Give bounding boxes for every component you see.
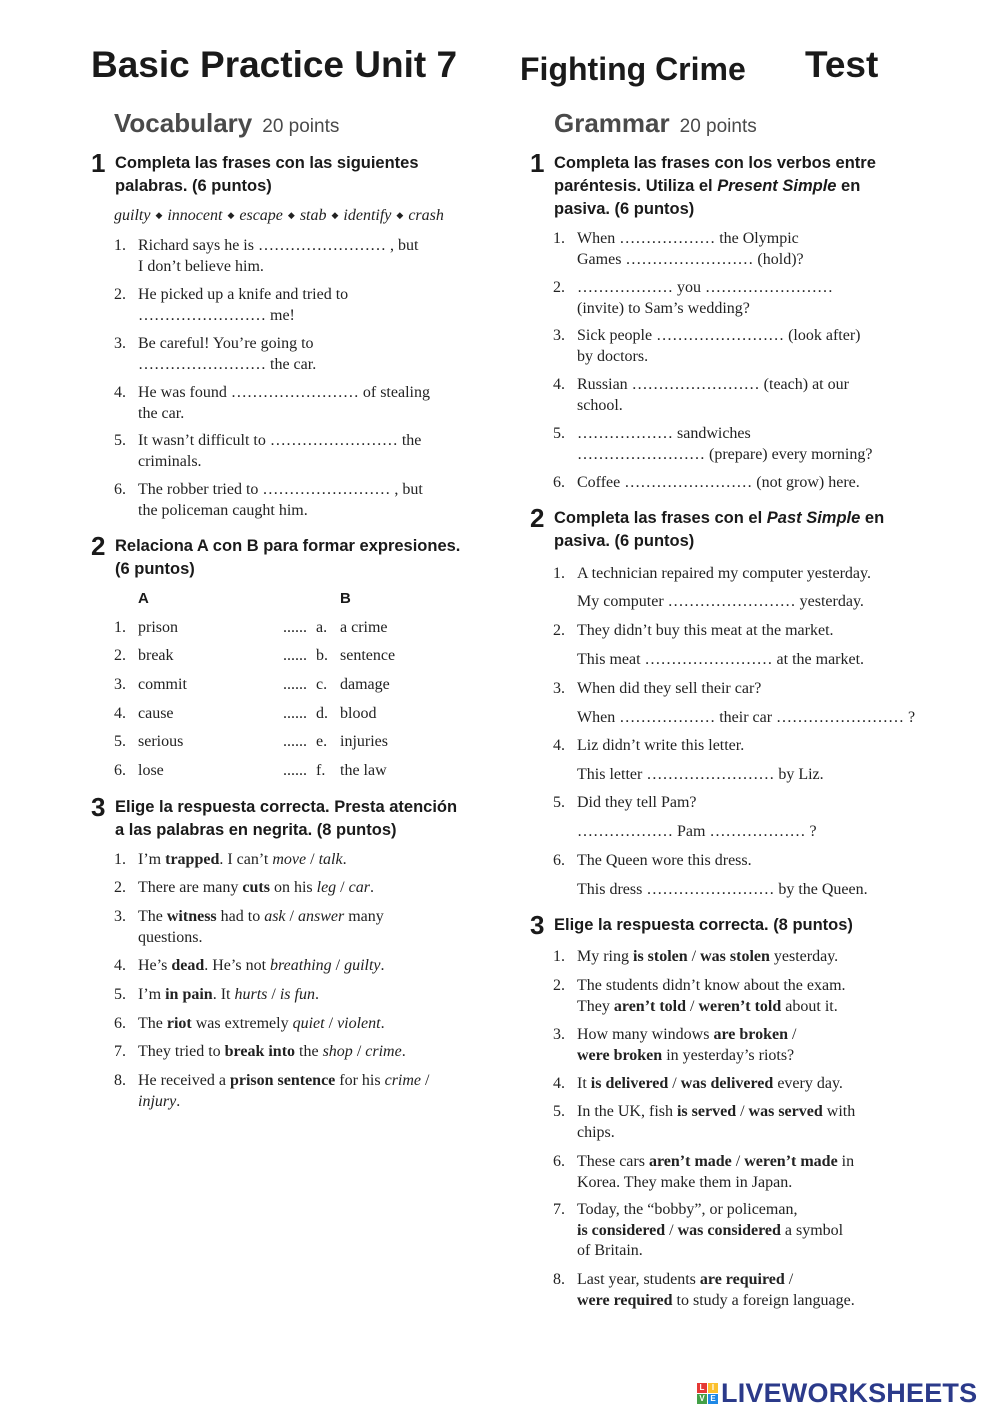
choice-sentence[interactable]: It is delivered / was delivered every day. bbox=[577, 1075, 843, 1092]
section-points: 20 points bbox=[262, 116, 340, 137]
answer-blank[interactable]: ...... bbox=[283, 705, 307, 722]
word-bank-item: guilty bbox=[114, 207, 151, 224]
logo-mark-icon: L I V E bbox=[697, 1383, 718, 1404]
answer-blank[interactable]: ...... bbox=[283, 676, 307, 693]
answer-blank[interactable]: ...... bbox=[283, 762, 307, 779]
exercise-instruction: Completa las frases con el Past Simple en pasiva. (6 puntos) bbox=[554, 509, 885, 550]
exercise-number: 2 bbox=[530, 503, 545, 533]
choice-sentence[interactable]: The witness had to ask / answer many bbox=[138, 908, 384, 925]
diamond-bullet-icon: ◆ bbox=[287, 210, 295, 220]
choice-sentence[interactable]: I’m trapped. I can’t move / talk. bbox=[138, 851, 347, 868]
choice-sentence[interactable]: How many windows are broken / bbox=[577, 1026, 797, 1043]
choice-sentence[interactable]: They aren’t told / weren’t told about it. bbox=[577, 997, 838, 1015]
vocabulary-heading bbox=[114, 108, 339, 139]
choice-sentence[interactable]: He’s dead. He’s not breathing / guilty. bbox=[138, 957, 385, 974]
section-name: Vocabulary bbox=[114, 108, 253, 138]
word-bank bbox=[114, 207, 444, 225]
diamond-bullet-icon: ◆ bbox=[396, 210, 404, 220]
exercise-instruction: Completa las frases con los verbos entre paréntesis. Utiliza el Present Simple en pasiva. (6 puntos) bbox=[554, 154, 876, 218]
exercise-instruction: Elige la respuesta correcta. (8 puntos) bbox=[554, 916, 853, 934]
answer-blank[interactable]: ...... bbox=[283, 619, 307, 636]
choice-sentence[interactable]: He received a prison sentence for his crime / bbox=[138, 1072, 430, 1089]
choice-sentence[interactable]: is considered / was considered a symbol bbox=[577, 1221, 844, 1239]
word-bank-item: escape bbox=[239, 207, 283, 224]
answer-blank[interactable]: ...... bbox=[283, 647, 307, 664]
exercise-number: 3 bbox=[91, 792, 106, 822]
diamond-bullet-icon: ◆ bbox=[227, 210, 235, 220]
column-a-header: A bbox=[138, 590, 149, 607]
grammar-exercise-2 bbox=[530, 503, 950, 557]
liveworksheets-logo bbox=[697, 1378, 977, 1409]
choice-sentence[interactable]: They tried to break into the shop / crime. bbox=[138, 1043, 406, 1060]
answer-blank[interactable]: ...... bbox=[283, 733, 307, 750]
logo-text: LIVEWORKSHEETS bbox=[721, 1378, 978, 1408]
exercise-instruction: Completa las frases con las siguientes palabras. (6 puntos) bbox=[115, 154, 419, 195]
grammar-exercise-3 bbox=[530, 910, 950, 944]
diamond-bullet-icon: ◆ bbox=[331, 210, 339, 220]
page-title: Basic Practice Unit 7 bbox=[91, 44, 458, 85]
choice-sentence[interactable]: My ring is stolen / was stolen yesterday. bbox=[577, 948, 839, 965]
grammar-exercise-1 bbox=[530, 148, 950, 222]
choice-sentence[interactable]: were required to study a foreign language. bbox=[577, 1291, 855, 1309]
word-bank-item: innocent bbox=[167, 207, 223, 224]
exercise-number: 3 bbox=[530, 910, 545, 940]
choice-sentence[interactable]: Last year, students are required / bbox=[577, 1271, 794, 1288]
column-b-header: B bbox=[340, 590, 351, 607]
vocab-exercise-3 bbox=[91, 792, 491, 846]
exercise-instruction: Relaciona A con B para formar expresiones. (6 puntos) bbox=[115, 537, 461, 578]
choice-sentence[interactable]: The riot was extremely quiet / violent. bbox=[138, 1015, 385, 1032]
choice-sentence[interactable]: In the UK, fish is served / was served with bbox=[577, 1103, 856, 1120]
vocab-exercise-1 bbox=[91, 148, 491, 202]
word-bank-item: identify bbox=[343, 207, 392, 224]
choice-sentence[interactable]: I’m in pain. It hurts / is fun. bbox=[138, 986, 319, 1003]
choice-sentence[interactable]: There are many cuts on his leg / car. bbox=[138, 879, 374, 896]
word-bank-item: stab bbox=[299, 207, 327, 224]
exercise-instruction: Elige la respuesta correcta. Presta atención a las palabras en negrita. (8 puntos) bbox=[115, 798, 458, 839]
diamond-bullet-icon: ◆ bbox=[155, 210, 163, 220]
exercise-number: 2 bbox=[91, 531, 106, 561]
exercise-number: 1 bbox=[91, 148, 106, 178]
vocab-exercise-2 bbox=[91, 531, 491, 585]
section-points: 20 points bbox=[679, 116, 757, 137]
grammar-heading bbox=[554, 108, 757, 139]
section-name: Grammar bbox=[554, 108, 670, 138]
page-subtitle: Fighting Crime bbox=[520, 51, 746, 87]
word-bank-item: crash bbox=[408, 207, 444, 224]
choice-sentence[interactable]: were broken in yesterday’s riots? bbox=[577, 1046, 795, 1064]
choice-sentence[interactable]: These cars aren’t made / weren’t made in bbox=[577, 1153, 855, 1170]
exercise-number: 1 bbox=[530, 148, 545, 178]
test-label: Test bbox=[805, 44, 879, 85]
